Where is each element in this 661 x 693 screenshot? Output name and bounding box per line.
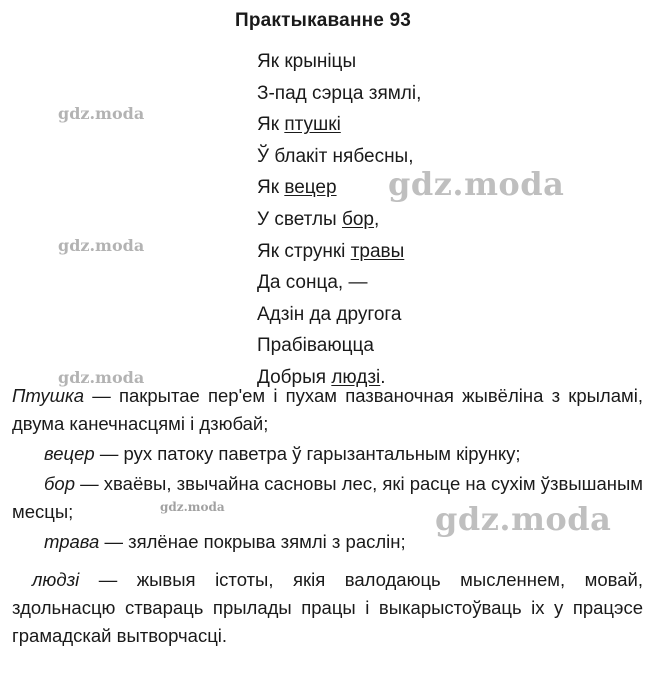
underlined-word: вецер bbox=[284, 177, 337, 199]
poem-line: Прабіваюцца bbox=[257, 335, 374, 357]
underlined-word: птушкі bbox=[284, 114, 341, 136]
poem-line: Як вецер bbox=[257, 177, 337, 199]
underlined-word: травы bbox=[350, 240, 405, 262]
definition-term: бор bbox=[44, 473, 75, 494]
definition-term: людзі bbox=[32, 569, 80, 590]
definition-trava: трава — зялёнае покрыва зямлі з раслін; bbox=[44, 531, 406, 552]
poem-line: Як птушкі bbox=[257, 114, 341, 136]
poem-line: Ў блакіт нябесны, bbox=[257, 145, 414, 167]
poem-line: Як крыніцы bbox=[257, 51, 357, 72]
poem-line: Добрыя людзі. bbox=[257, 366, 386, 388]
page-title: Практыкаванне 93 bbox=[235, 10, 412, 31]
definition-vetser: вецер — рух патоку паветра ў гарызантальным кірунку; bbox=[44, 443, 521, 464]
watermark: gdz.moda bbox=[388, 165, 565, 203]
definition-term: трава bbox=[44, 531, 100, 552]
poem-line: Да сонца, — bbox=[257, 272, 368, 294]
poem-line: У светлы бор, bbox=[257, 208, 380, 230]
underlined-word: людзі bbox=[331, 366, 381, 388]
watermark: gdz.moda bbox=[435, 500, 612, 538]
definition-term: Птушка bbox=[12, 385, 85, 406]
poem-line: З-пад сэрца зямлі, bbox=[257, 82, 422, 104]
definition-ptushka: Птушка — пакрытае пер'ем і пухам пазваночная жывёліна з крыламі, двума канечнасцямі і дзюбай; bbox=[12, 385, 643, 434]
poem-line: Як стрункі травы bbox=[257, 240, 405, 262]
watermark: gdz.moda bbox=[160, 500, 225, 514]
watermark: gdz.moda bbox=[58, 236, 145, 255]
watermark: gdz.moda bbox=[58, 368, 145, 387]
definition-bor: бор — хваёвы, звычайна сасновы лес, які расце на сухім ўзвышаным месцы; bbox=[12, 473, 643, 522]
poem bbox=[257, 46, 421, 394]
watermark: gdz.moda bbox=[58, 104, 145, 123]
definition-term: вецер bbox=[44, 443, 95, 464]
definition-liudzi: людзі — жывыя істоты, якія валодаюць мысленнем, мовай, здольнасцю ствараць прылады працы і выкарыстоўваць іх у працэсе грамадскай вытворчасці. bbox=[12, 569, 643, 646]
underlined-word: бор bbox=[341, 208, 375, 230]
poem-line: Адзін да другога bbox=[257, 303, 402, 325]
